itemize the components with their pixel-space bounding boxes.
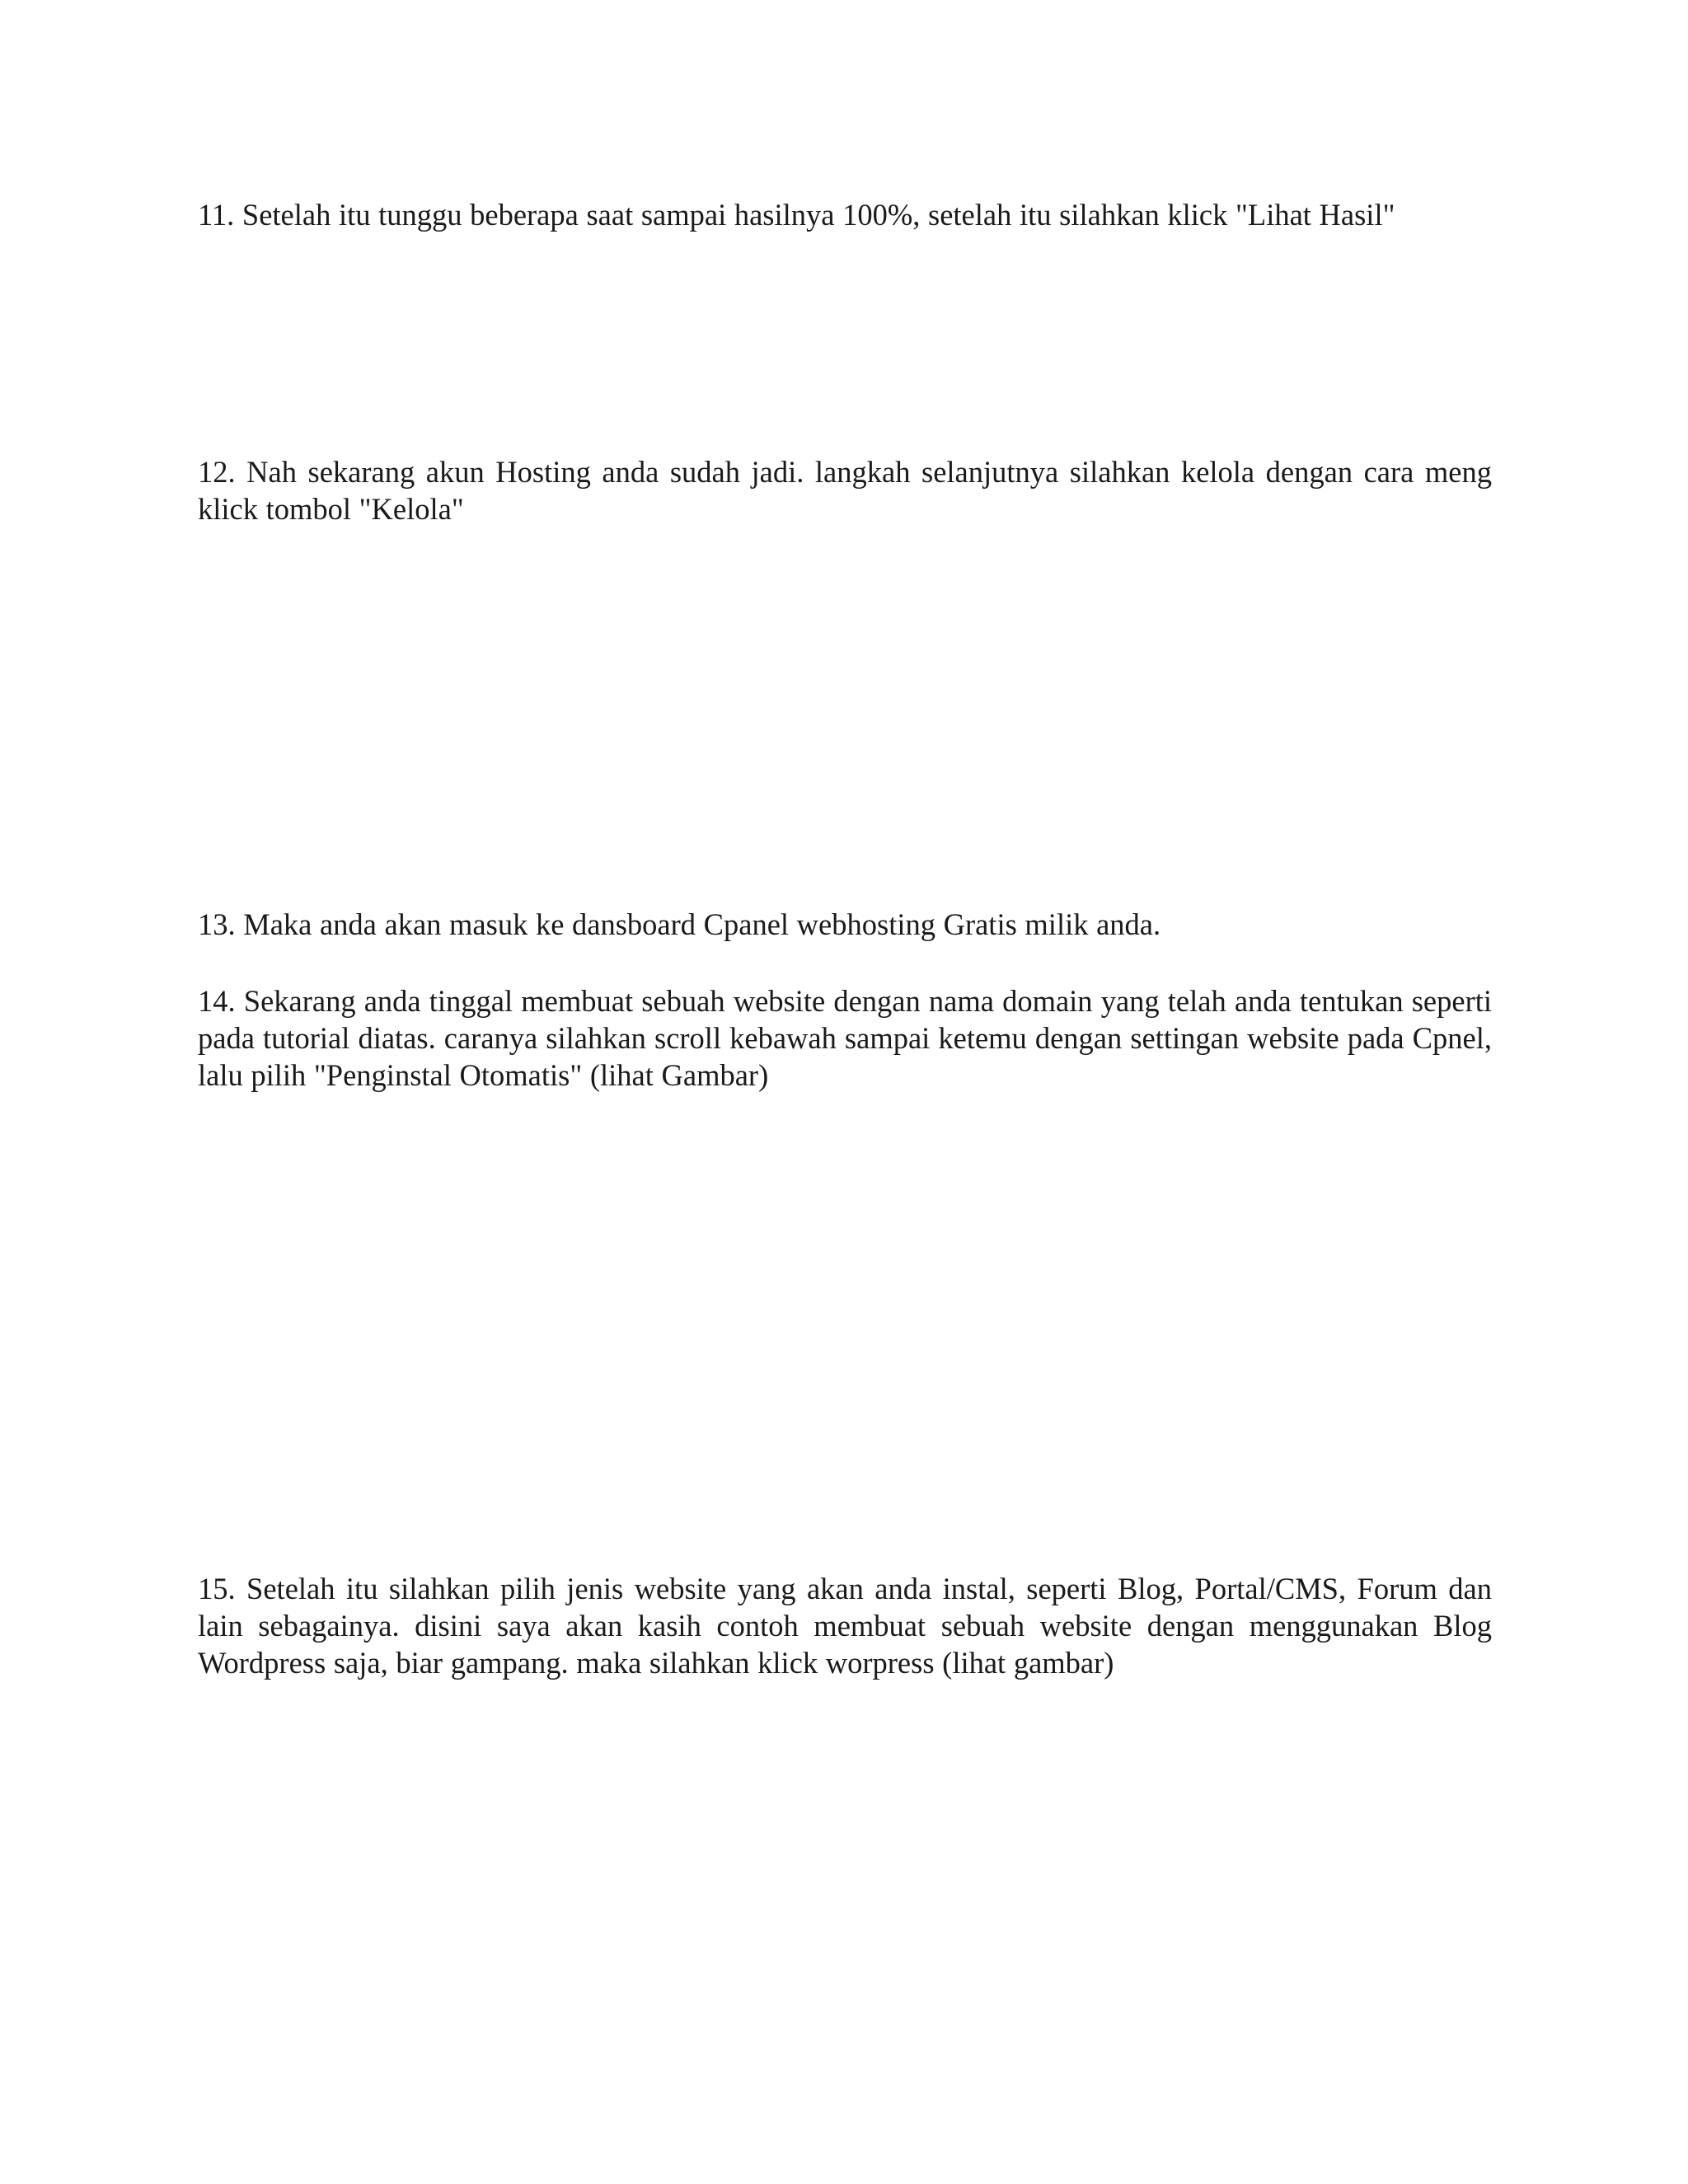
step-15-paragraph: 15. Setelah itu silahkan pilih jenis website yang akan anda instal, seperti Blog, Portal/CMS, Forum dan lain sebagainya. disini saya akan kasih contoh membuat sebuah website dengan menggunakan Blog Wordpress saja, biar gampang. maka silahkan klick worpress (lihat gambar): [198, 1572, 1492, 1680]
step-14-paragraph: 14. Sekarang anda tinggal membuat sebuah website dengan nama domain yang telah anda tentukan seperti pada tutorial diatas. caranya silahkan scroll kebawah sampai ketemu dengan settingan website pada Cpnel, lalu pilih "Penginstal Otomatis" (lihat Gambar): [198, 984, 1492, 1092]
step-12-paragraph: 12. Nah sekarang akun Hosting anda sudah jadi. langkah selanjutnya silahkan kelola dengan cara meng klick tombol "Kelola": [198, 455, 1492, 526]
step-13-paragraph: 13. Maka anda akan masuk ke dansboard Cpanel webhosting Gratis milik anda.: [198, 907, 1161, 941]
step-11-paragraph: 11. Setelah itu tunggu beberapa saat sampai hasilnya 100%, setelah itu silahkan klick "Lihat Hasil": [198, 198, 1395, 232]
